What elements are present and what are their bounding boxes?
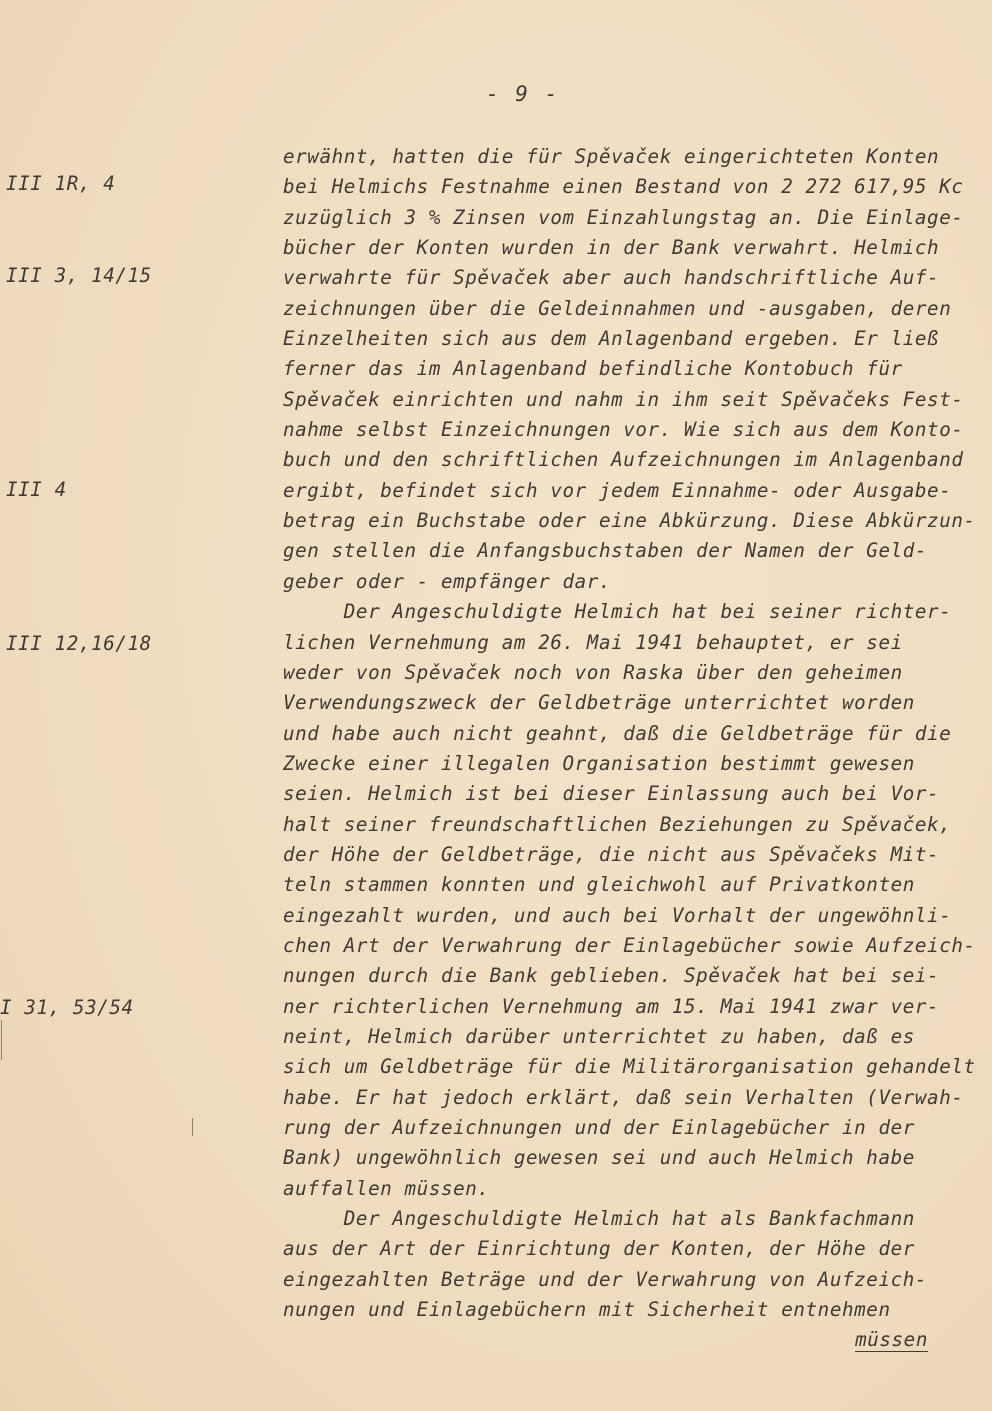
- text-line: betrag ein Buchstabe oder eine Abkürzung. Diese Abkürzun-: [283, 509, 976, 533]
- text-line: habe. Er hat jedoch erklärt, daß sein Verhalten (Verwah-: [283, 1085, 964, 1109]
- text-line: Der Angeschuldigte Helmich hat als Bankfachmann: [283, 1207, 915, 1231]
- margin-note-1: III 1R, 4: [6, 172, 116, 195]
- text-line: teln stammen konnten und gleichwohl auf Privatkonten: [283, 873, 915, 897]
- text-line: gen stellen die Anfangsbuchstaben der Namen der Geld-: [283, 539, 928, 563]
- text-line: bücher der Konten wurden in der Bank verwahrt. Helmich: [283, 236, 940, 260]
- margin-note-2: III 3, 14/15: [6, 264, 152, 287]
- edge-mark: [1, 1020, 2, 1060]
- text-line: Bank) ungewöhnlich gewesen sei und auch Helmich habe: [283, 1146, 915, 1170]
- text-line: lichen Vernehmung am 26. Mai 1941 behauptet, er sei: [283, 630, 903, 654]
- text-line: Zwecke einer illegalen Organisation bestimmt gewesen: [283, 751, 915, 775]
- text-line: halt seiner freundschaftlichen Beziehungen zu Spěvaček,: [283, 812, 952, 836]
- text-line: ferner das im Anlagenband befindliche Kontobuch für: [283, 357, 903, 381]
- text-line: der Höhe der Geldbeträge, die nicht aus Spěvačeks Mit-: [283, 842, 940, 866]
- text-line: neint, Helmich darüber unterrichtet zu haben, daß es: [283, 1024, 915, 1048]
- text-line: rung der Aufzeichnungen und der Einlagebücher in der: [283, 1116, 915, 1139]
- catchword-text: müssen: [855, 1328, 928, 1352]
- text-line: und habe auch nicht geahnt, daß die Geldbeträge für die: [283, 721, 952, 745]
- text-line: sich um Geldbeträge für die Militärorganisation gehandelt: [283, 1055, 976, 1079]
- text-line: buch und den schriftlichen Aufzeichnungen im Anlagenband: [283, 448, 964, 472]
- text-line: erwähnt, hatten die für Spěvaček eingerichteten Konten: [283, 145, 940, 168]
- page-number: - 9 -: [486, 82, 560, 106]
- margin-note-5: I 31, 53/54: [0, 996, 134, 1019]
- body-text: [283, 142, 976, 1356]
- margin-note-3: III 4: [6, 478, 67, 501]
- text-line: aus der Art der Einrichtung der Konten, der Höhe der: [283, 1237, 915, 1261]
- text-line: Der Angeschuldigte Helmich hat bei seiner richter-: [283, 600, 952, 624]
- text-line: zuzüglich 3 % Zinsen vom Einzahlungstag an. Die Einlage-: [283, 205, 964, 229]
- text-line: seien. Helmich ist bei dieser Einlassung auch bei Vor-: [283, 782, 940, 806]
- catchword: [283, 1325, 928, 1355]
- text-line: geber oder - empfänger dar.: [283, 569, 612, 593]
- edge-mark: [192, 1118, 193, 1136]
- text-line: eingezahlt wurden, und auch bei Vorhalt der ungewöhnli-: [283, 903, 952, 927]
- margin-note-4: III 12,16/18: [6, 632, 152, 655]
- text-line: nahme selbst Einzeichnungen vor. Wie sich aus dem Konto-: [283, 418, 964, 442]
- text-line: Verwendungszweck der Geldbeträge unterrichtet worden: [283, 691, 915, 715]
- text-line: auffallen müssen.: [283, 1176, 490, 1200]
- text-line: nungen durch die Bank geblieben. Spěvaček hat bei sei-: [283, 964, 940, 988]
- text-line: weder von Spěvaček noch von Raska über den geheimen: [283, 660, 903, 684]
- text-line: bei Helmichs Festnahme einen Bestand von 2 272 617,95 Kc: [283, 175, 964, 199]
- text-line: nungen und Einlagebüchern mit Sicherheit entnehmen: [283, 1298, 891, 1322]
- text-line: zeichnungen über die Geldeinnahmen und -ausgaben, deren: [283, 296, 952, 320]
- text-line: ner richterlichen Vernehmung am 15. Mai 1941 zwar ver-: [283, 994, 940, 1018]
- text-line: eingezahlten Beträge und der Verwahrung von Aufzeich-: [283, 1267, 928, 1291]
- text-line: chen Art der Verwahrung der Einlagebücher sowie Aufzeich-: [283, 933, 976, 957]
- text-line: Einzelheiten sich aus dem Anlagenband ergeben. Er ließ: [283, 327, 940, 351]
- text-line: ergibt, befindet sich vor jedem Einnahme- oder Ausgabe-: [283, 478, 952, 502]
- text-line: Spěvaček einrichten und nahm in ihm seit Spěvačeks Fest-: [283, 387, 964, 411]
- text-line: verwahrte für Spěvaček aber auch handschriftliche Auf-: [283, 266, 940, 290]
